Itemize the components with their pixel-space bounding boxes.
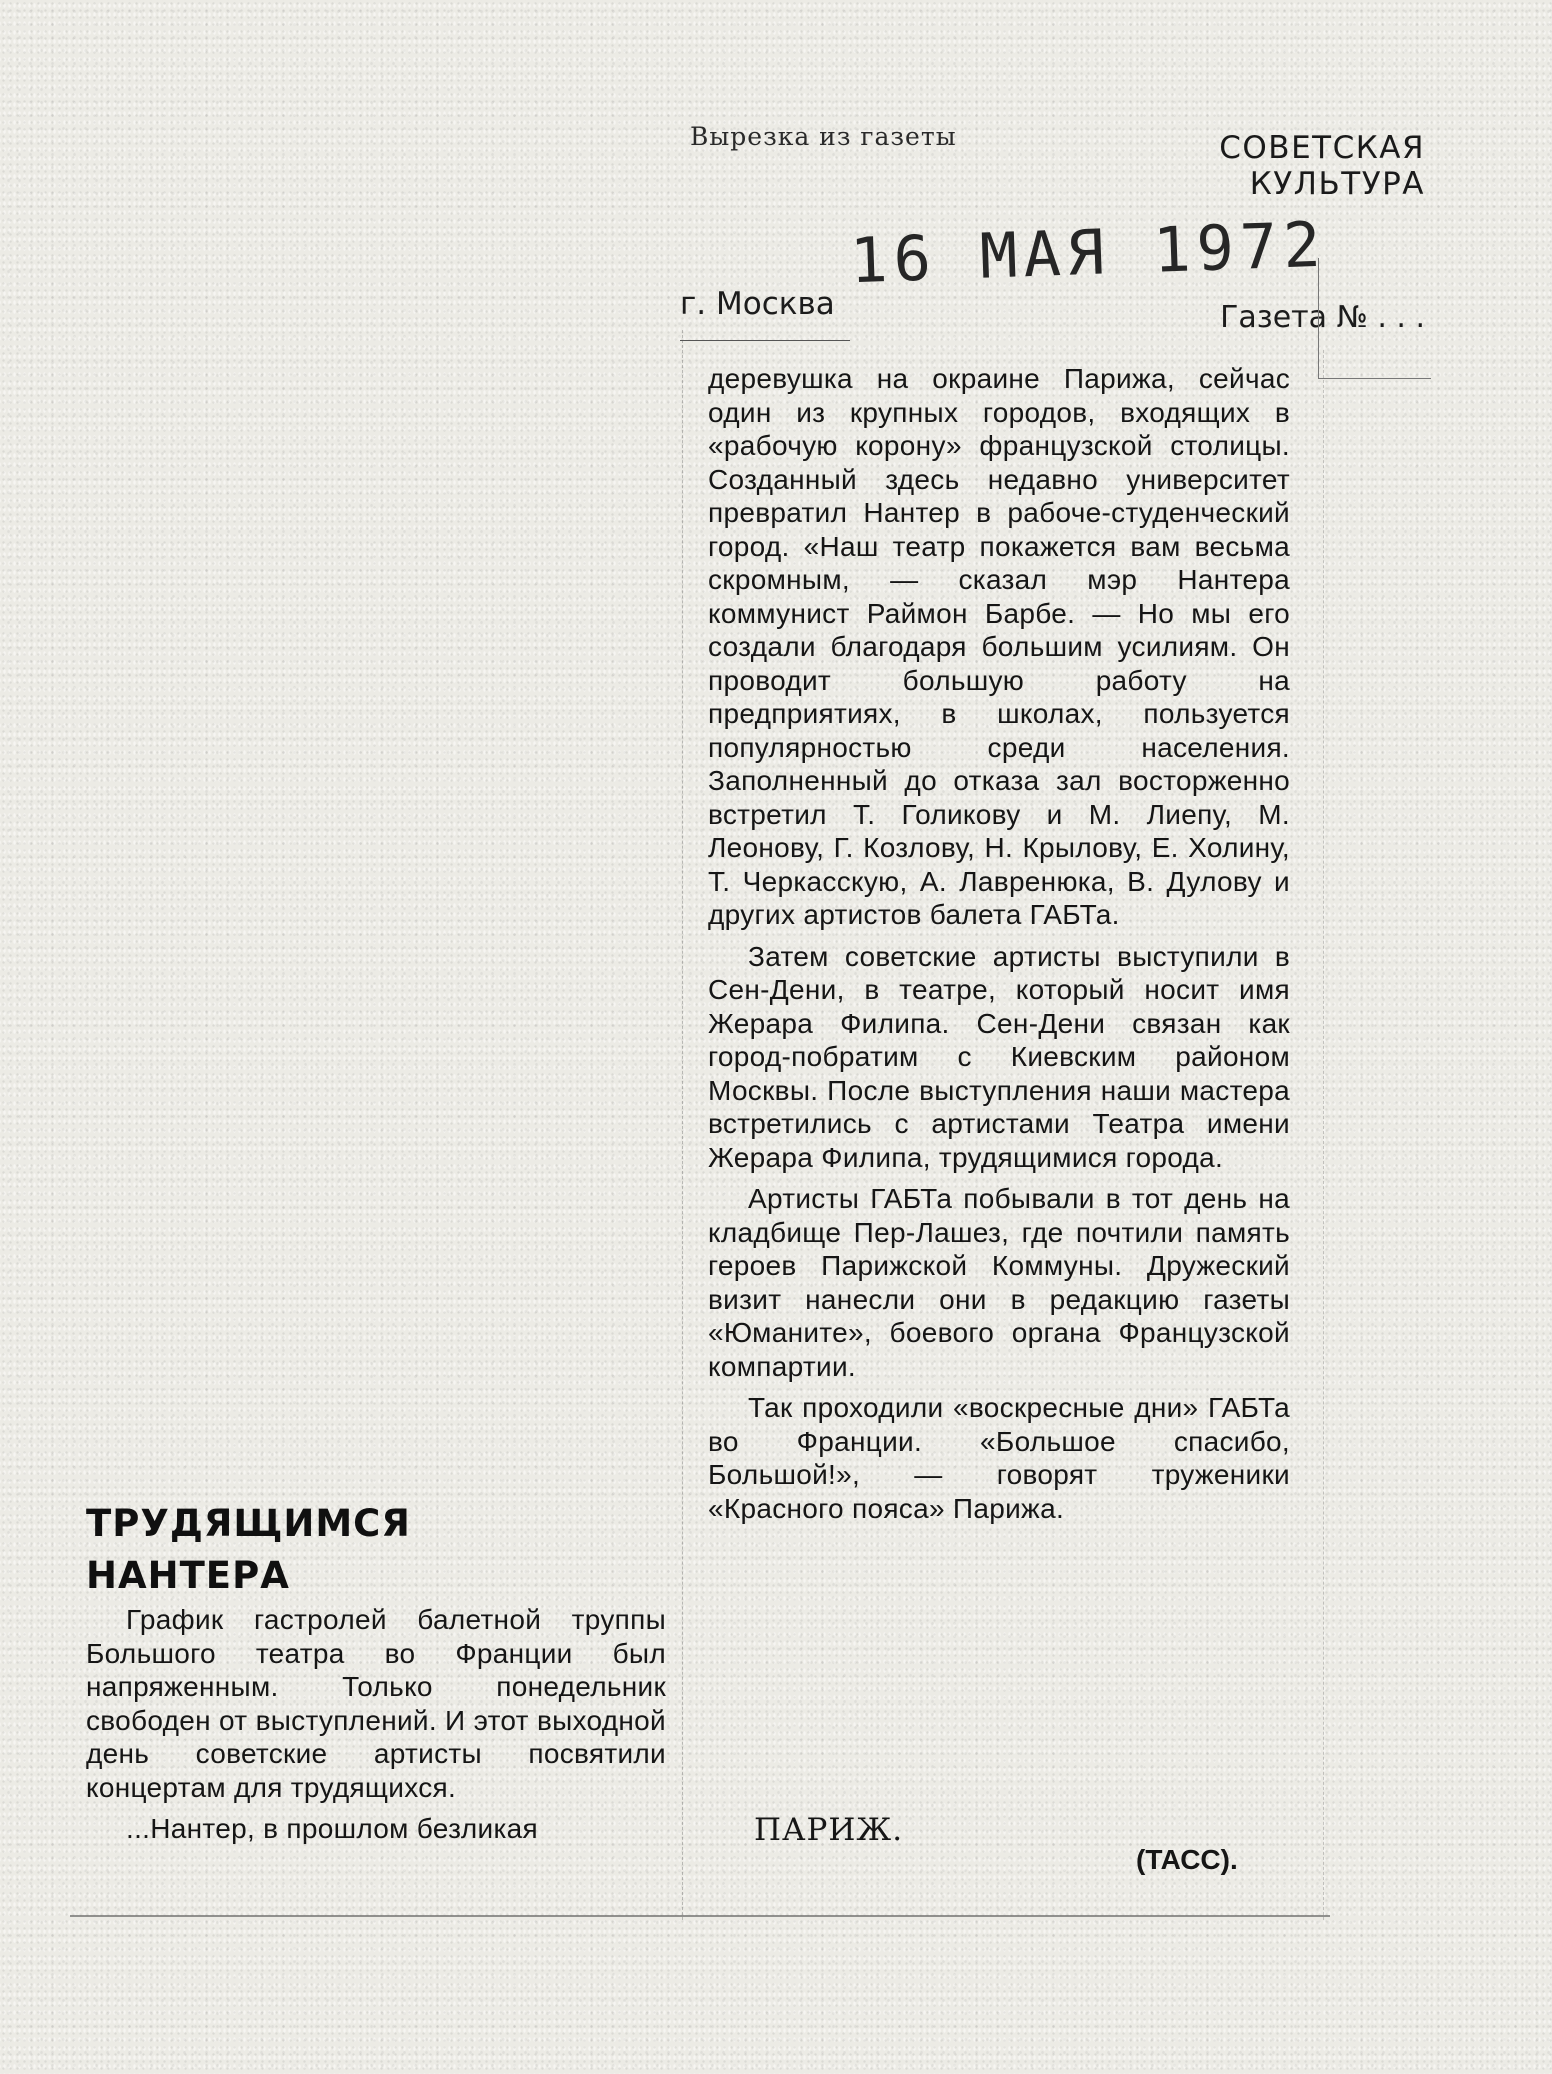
clipping-edge-bottom [70,1915,1330,1917]
city-label: г. Москва [680,286,835,322]
date-stamp: 16 МАЯ 1972 [848,207,1328,298]
clipping-edge-right [1323,350,1324,1920]
article-paragraph: деревушка на окраине Парижа, сейчас один из крупных городов, входящих в «рабочую корону» французской столицы. Созданный здесь недавно университет превратил Нантер в рабоче-студенческий город. «Наш театр покажется вам весьма скромным, — сказал мэр Нантера коммунист Раймон Барбе. — Но мы его создали благодаря большим усилиям. Он проводит большую работу на предприятиях, в школах, пользуется популярностью среди населения. Заполненный до отказа зал восторженно встретил Т. Голикову и М. Лиепу, М. Леонову, Г. Козлову, Н. Крылову, Е. Холину, Т. Черкасскую, А. Лавренюка, В. Дулову и других артистов балета ГАБТа. [708,363,1290,930]
dateline: ПАРИЖ. [754,1812,904,1848]
newspaper-name-line-1: СОВЕТСКАЯ [1219,130,1425,166]
article-paragraph: ...Нантер, в прошлом безликая [126,1813,538,1844]
clipping-edge-left [682,330,683,1920]
newspaper-name [1219,130,1425,202]
headline-line-1: ТРУДЯЩИМСЯ [86,1502,411,1545]
article-left-column [86,1603,666,1854]
article-paragraph: Так проходили «воскресные дни» ГАБТа во Франции. «Большое спасибо, Большой!», — говорят труженики «Красного пояса» Парижа. [708,1392,1290,1524]
city-underline [680,340,850,341]
article-paragraph: Артисты ГАБТа побывали в тот день на кладбище Пер-Лашез, где почтили память героев Парижской Коммуны. Дружеский визит нанесли они в редакцию газеты «Юманите», боевого органа Французской компартии. [708,1183,1290,1382]
article-paragraph: Затем советские артисты выступили в Сен-Дени, в театре, который носит имя Жерара Филипа. Сен-Дени связан как город-побратим с Киевским районом Москвы. После выступления наши мастера встретились с артистами Театра имени Жерара Филипа, трудящимися города. [708,940,1290,1173]
newspaper-name-line-2: КУЛЬТУРА [1249,166,1425,202]
article-right-column [708,362,1290,1533]
issue-box-border [1318,258,1431,379]
clipping-label: Вырезка из газеты [690,122,957,151]
headline-line-2: НАНТЕРА [86,1554,290,1597]
issue-number: Газета № . . . [1220,300,1425,335]
clipping-slip [680,108,1425,368]
article-paragraph: График гастролей балетной труппы Большого театра во Франции был напряженным. Только понедельник свободен от выступлений. И этот выходной день советские артисты посвятили концертам для трудящихся. [86,1604,666,1803]
news-agency: (ТАСС). [1136,1844,1238,1875]
article-headline [86,1498,411,1602]
